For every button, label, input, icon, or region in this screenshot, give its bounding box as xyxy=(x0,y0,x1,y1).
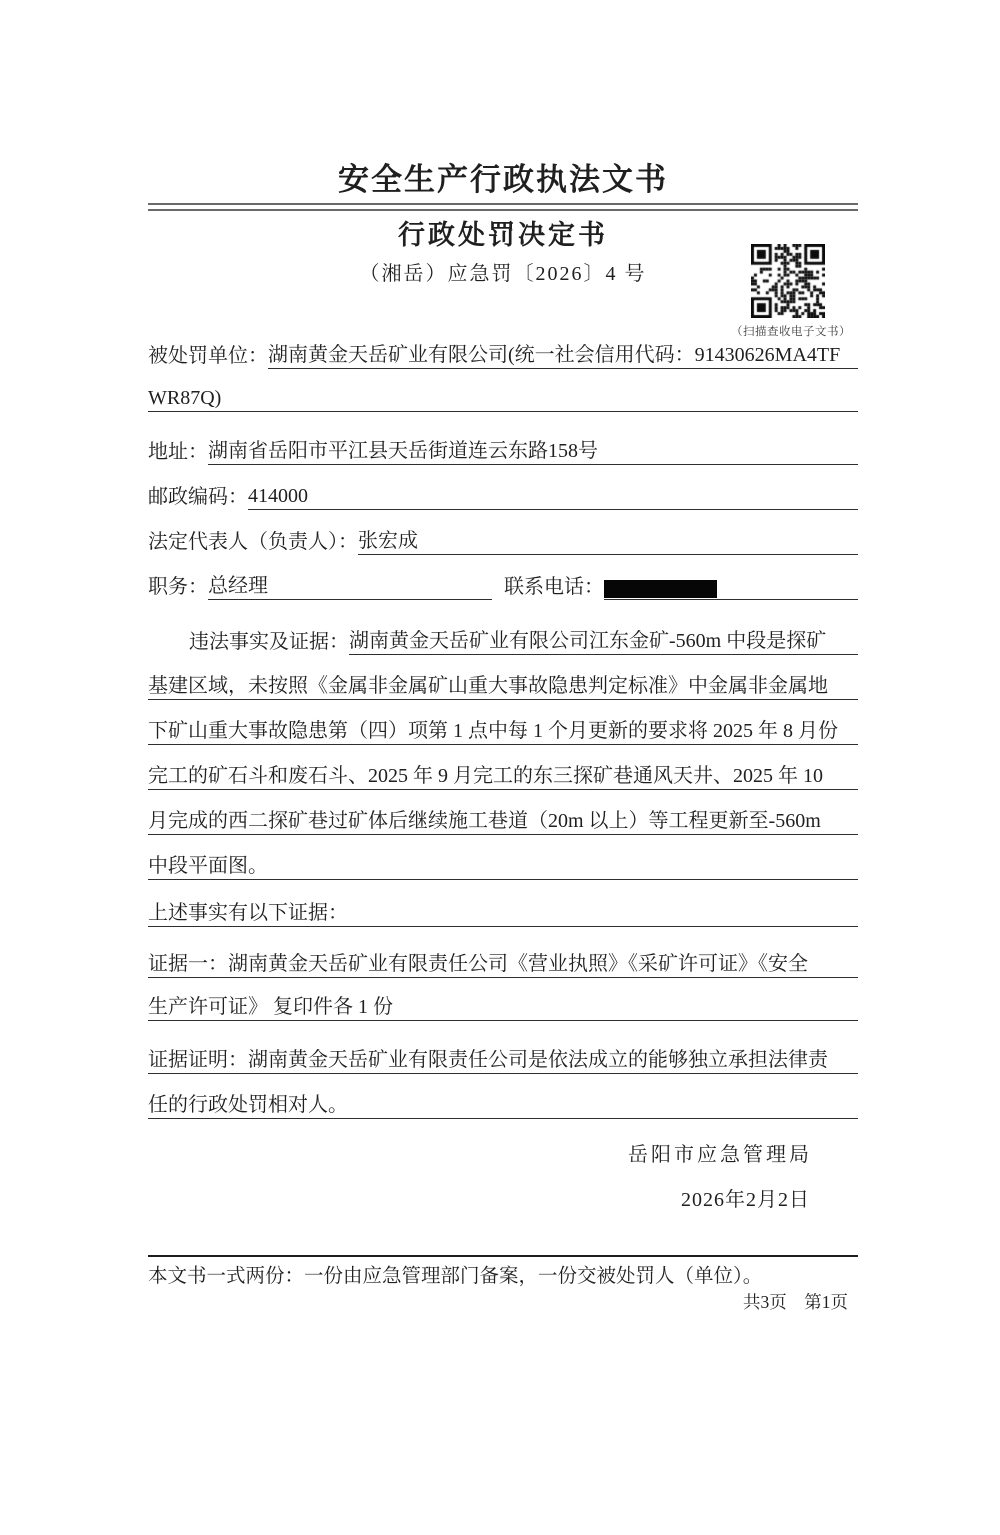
facts-line-4: 完工的矿石斗和废石斗、2025 年 9 月完工的东三探矿巷通风天井、2025 年 10 xyxy=(148,745,858,790)
legal-representative-value: 张宏成 xyxy=(358,524,858,555)
evidence-item-2 xyxy=(148,1029,858,1119)
evidence-1-line-1: 证据一：湖南黄金天岳矿业有限责任公司《营业执照》《采矿许可证》《安全 xyxy=(148,935,858,978)
address-label: 地址： xyxy=(148,441,208,463)
facts-line-1-text: 湖南黄金天岳矿业有限公司江东金矿-560m 中段是探矿 xyxy=(349,624,858,655)
qr-code-icon xyxy=(751,244,825,318)
qr-block xyxy=(731,244,851,339)
field-address xyxy=(148,420,858,465)
evidence-2-line-1: 证据证明：湖南黄金天岳矿业有限责任公司是依法成立的能够独立承担法律责 xyxy=(148,1029,858,1074)
punished-unit-value-line2 xyxy=(148,369,858,412)
facts-line-2: 基建区域，未按照《金属非金属矿山重大事故隐患判定标准》中金属非金属地 xyxy=(148,655,858,700)
evidence-item-1 xyxy=(148,935,858,1021)
postal-code-label: 邮政编码： xyxy=(148,486,248,508)
address-value: 湖南省岳阳市平江县天岳街道连云东路158号 xyxy=(208,434,858,465)
position-label: 职务： xyxy=(148,576,208,598)
field-postal-code xyxy=(148,465,858,510)
punished-unit-label: 被处罚单位： xyxy=(148,345,268,367)
double-rule-divider xyxy=(148,203,858,211)
facts-label: 违法事实及证据： xyxy=(189,631,349,653)
facts-line-6: 中段平面图。 xyxy=(148,835,858,880)
evidence-heading: 上述事实有以下证据： xyxy=(148,882,858,927)
evidence-1-line-2: 生产许可证》 复印件各 1 份 xyxy=(148,978,858,1021)
issue-date: 2026年2月2日 xyxy=(681,1189,810,1211)
document-page xyxy=(0,160,1000,1535)
facts-line-5: 月完成的西二探矿巷过矿体后继续施工巷道（20m 以上）等工程更新至-560m xyxy=(148,790,858,835)
qr-caption: （扫描查收电子文书） xyxy=(731,326,851,338)
category-title: 安全生产行政执法文书 xyxy=(338,162,668,197)
form-fields xyxy=(148,324,858,600)
field-position-and-phone xyxy=(148,555,858,600)
issuing-agency: 岳阳市应急管理局 xyxy=(628,1144,812,1166)
facts-section xyxy=(148,610,858,1119)
page-count: 共3页 第1页 xyxy=(743,1292,848,1312)
position-value: 总经理 xyxy=(208,569,492,600)
document-title: 行政处罚决定书 xyxy=(398,220,608,250)
document-number: （湘岳）应急罚〔2026〕4 号 xyxy=(359,263,647,285)
punished-unit-value-line1: 湖南黄金天岳矿业有限公司(统一社会信用代码：91430626MA4TF xyxy=(268,338,858,369)
postal-code-value: 414000 xyxy=(248,485,858,510)
phone-value xyxy=(604,580,858,600)
footer-divider xyxy=(148,1255,858,1257)
legal-representative-label: 法定代表人（负责人）： xyxy=(148,531,358,553)
phone-redaction-bar xyxy=(604,580,717,598)
field-legal-representative xyxy=(148,510,858,555)
footer-note: 本文书一式两份：一份由应急管理部门备案，一份交被处罚人（单位）。 xyxy=(148,1266,763,1287)
punished-unit-value-line2-text: WR87Q) xyxy=(148,387,222,409)
phone-label: 联系电话： xyxy=(504,576,604,598)
facts-line-1 xyxy=(148,610,858,655)
evidence-2-line-2: 任的行政处罚相对人。 xyxy=(148,1074,858,1119)
signature-block xyxy=(148,1133,858,1223)
facts-line-3: 下矿山重大事故隐患第（四）项第 1 点中每 1 个月更新的要求将 2025 年 8 月份 xyxy=(148,700,858,745)
